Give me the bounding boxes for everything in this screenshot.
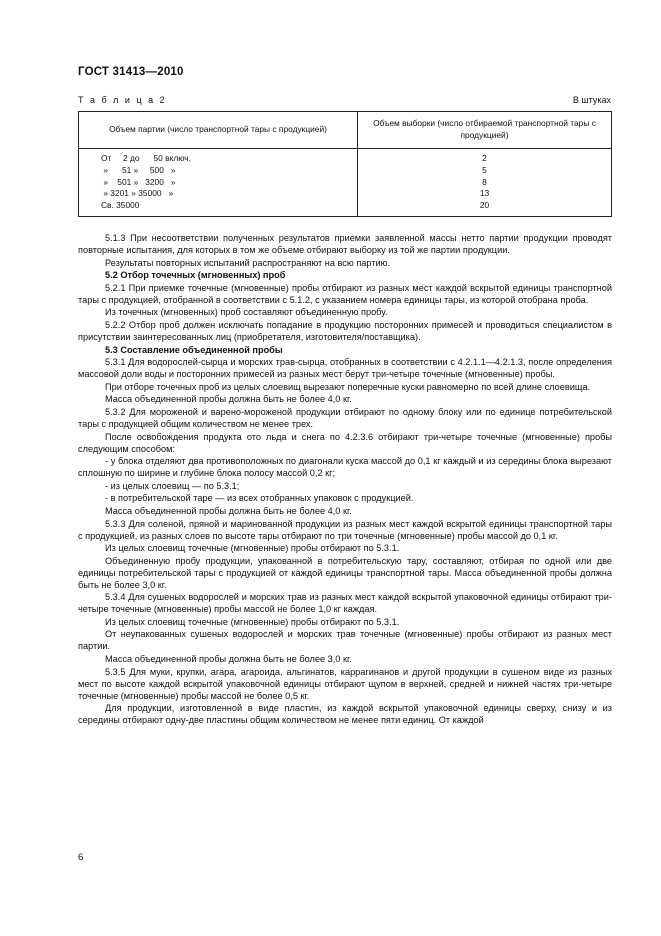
sample-size-value: 2 [482,153,487,163]
sample-size-value: 5 [482,164,487,175]
paragraph: После освобождения продукта ото льда и снега по 4.2.3.6 отбирают три-четыре точечные (мгновенные) пробы следующим способом: [78,431,612,454]
paragraph: 5.2.2 Отбор проб должен исключать попадание в продукцию посторонних примесей и проводиться специалистом в присутствии заинтересованных лиц (приобретателя, изготовителя/поставщика). [78,319,612,342]
paragraph: 5.3.5 Для муки, крупки, агара, агароида, альгинатов, каррагинанов и другой продукции в сушеном виде из разных мест по высоте каждой вскрытой упаковочной единицы отбирают щупом в верхней, средней и нижней частях три-четыре точечные (мгновенные) пробы массой не более 0,5 кг. [78,666,612,701]
list-item: - из целых слоевищ — по 5.3.1; [105,480,240,491]
sample-size-value: 20 [479,200,490,211]
document-body [78,232,612,727]
sampling-table [78,111,612,217]
paragraph: Результаты повторных испытаний распространяют на всю партию. [105,257,391,268]
paragraph: Из целых слоевищ точечные (мгновенные) пробы отбирают по 5.3.1. [105,616,400,627]
paragraph: 5.3.1 Для водорослей-сырца и морских трав-сырца, отобранных в соответствии с 4.2.1.1—4.2.1.3, после определения массовой доли воды и посторонних примесей из разных мест берут три-четыре точечные (мгновенные) пробы. [78,357,612,380]
lot-size-cell [79,149,358,217]
paragraph: При отборе точечных проб из целых слоевищ вырезают поперечные куски равномерно по всей длине слоевища. [105,381,591,392]
paragraph: Масса объединенной пробы должна быть не более 3,0 кг. [105,654,352,665]
list-item: - в потребительской таре — из всех отобранных упаковок с продукцией. [105,493,414,504]
section-heading: 5.2 Отбор точечных (мгновенных) проб [105,270,286,281]
col-sample-size-header: Объем выборки (число отбираемой транспортной тары с продукцией) [358,112,612,149]
col-lot-size-header: Объем партии (число транспортной тары с продукцией) [79,112,358,149]
sample-size-value: 13 [479,188,490,199]
table-caption: Т а б л и ц а 2 [78,95,167,105]
list-item: - у блока отделяют два противоположных по диагонали куска массой до 0,1 кг каждый и из середины блока вырезают сплошную по ширине и глубине блока полосу массой 0,2 кг; [78,456,612,479]
lot-size-value: От 2 до 50 включ. [101,153,191,163]
lot-size-value: » 51 » 500 » [101,164,176,175]
section-heading: 5.3 Составление объединенной пробы [105,344,283,355]
paragraph: 5.2.1 При приемке точечные (мгновенные) пробы отбирают из разных мест каждой вскрытой единицы транспортной тары с продукцией, отобранной в соответствии с 5.1.2, с указанием номера единицы тары, из которой отобрана проба. [78,282,612,305]
sample-size-cell [358,149,612,217]
lot-size-value: » 501 » 3200 » [101,176,176,187]
table-body-row [79,149,612,217]
paragraph: 5.3.3 Для соленой, пряной и маринованной продукции из разных мест каждой вскрытой единицы транспортной тары с продукцией, из разных слоев по высоте тары отбирают по три точечные (мгновенные) пробы массой до 0,1 кг. [78,518,612,541]
paragraph: 5.3.4 Для сушеных водорослей и морских трав из разных мест каждой вскрытой упаковочной единицы отбирают три-четыре точечные (мгновенные) пробы массой не более 1,0 кг каждая. [78,592,612,615]
paragraph: Из целых слоевищ точечные (мгновенные) пробы отбирают по 5.3.1. [105,543,400,554]
page-number: 6 [78,852,84,863]
paragraph: Масса объединенной пробы должна быть не более 4,0 кг. [105,394,352,405]
standard-number: ГОСТ 31413—2010 [78,66,184,78]
paragraph: Масса объединенной пробы должна быть не более 4,0 кг. [105,505,352,516]
sample-size-value: 8 [482,176,487,187]
paragraph: Для продукции, изготовленной в виде пластин, из каждой вскрытой упаковочной единицы сверху, снизу и из середины отбирают одну-две пластины общим количеством не менее пяти единиц. От каждой [78,703,612,726]
paragraph: 5.1.3 При несоответствии полученных результатов приемки заявленной массы нетто партии продукции проводят повторные испытания, для которых в том же объеме отбирают выборку из той же партии продукции. [78,233,612,255]
lot-size-value: » 3201 » 35000 » [101,188,174,199]
paragraph: Из точечных (мгновенных) проб составляют объединенную пробу. [105,307,388,318]
paragraph: 5.3.2 Для мороженой и варено-мороженой продукции отбирают по одному блоку или по единице потребительской тары с продукцией общим количеством не менее трех. [78,406,612,429]
table-unit: В штуках [572,95,611,105]
paragraph: От неупакованных сушеных водорослей и морских трав точечные (мгновенные) пробы отбирают из разных мест партии. [78,629,612,652]
lot-size-value: Св. 35000 [101,200,140,211]
paragraph: Объединенную пробу продукции, упакованной в потребительскую тару, составляют, отбирая по одной или две единицы потребительской тары с продукцией от каждой единицы транспортной тары. Масса объединенной пробы должна быть не более 3,0 кг. [78,555,612,590]
